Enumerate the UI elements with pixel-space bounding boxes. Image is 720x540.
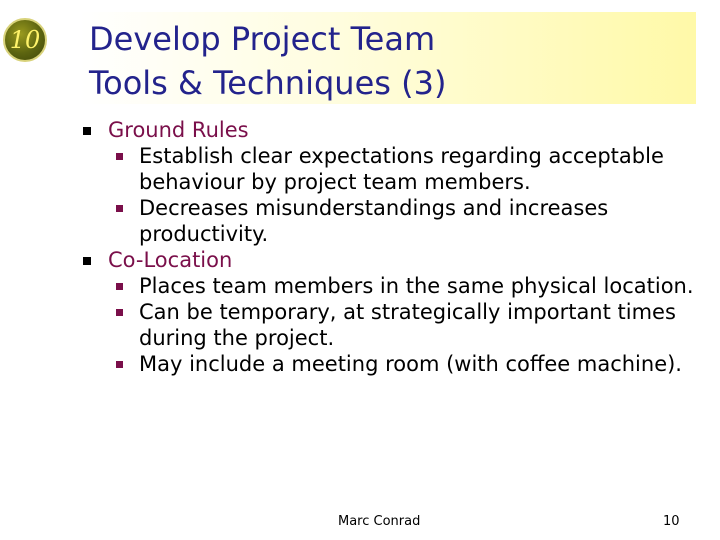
section-heading: Co-Location <box>108 248 233 272</box>
slide-number-badge <box>3 18 47 62</box>
square-bullet-icon <box>116 309 123 316</box>
square-bullet-icon <box>116 205 123 212</box>
list-item-line: during the project. <box>139 326 335 350</box>
square-bullet-icon <box>83 127 91 135</box>
footer-page-number: 10 <box>663 514 680 529</box>
badge-number: 10 <box>9 26 41 54</box>
list-item-line: Establish clear expectations regarding acceptable <box>139 144 664 168</box>
list-item-line: Places team members in the same physical location. <box>139 274 694 298</box>
title-line-2: Tools & Techniques (3) <box>89 64 447 102</box>
slide-content <box>80 117 710 377</box>
list-item <box>80 299 710 351</box>
list-item-line: Decreases misunderstandings and increases <box>139 196 609 220</box>
square-bullet-icon <box>83 257 91 265</box>
title-line-1: Develop Project Team <box>89 20 436 58</box>
list-item <box>80 273 710 299</box>
slide-title <box>89 17 446 105</box>
square-bullet-icon <box>116 153 123 160</box>
list-item <box>80 143 710 195</box>
list-item-line: May include a meeting room (with coffee machine). <box>139 352 682 376</box>
section-heading: Ground Rules <box>108 118 249 142</box>
list-item <box>80 351 710 377</box>
list-item-line: productivity. <box>139 222 269 246</box>
list-item-line: Can be temporary, at strategically important times <box>139 300 676 324</box>
footer-author: Marc Conrad <box>338 514 421 529</box>
section-co-location <box>80 247 710 273</box>
square-bullet-icon <box>116 283 123 290</box>
square-bullet-icon <box>116 361 123 368</box>
section-ground-rules <box>80 117 710 143</box>
list-item-line: behaviour by project team members. <box>139 170 531 194</box>
list-item <box>80 195 710 247</box>
